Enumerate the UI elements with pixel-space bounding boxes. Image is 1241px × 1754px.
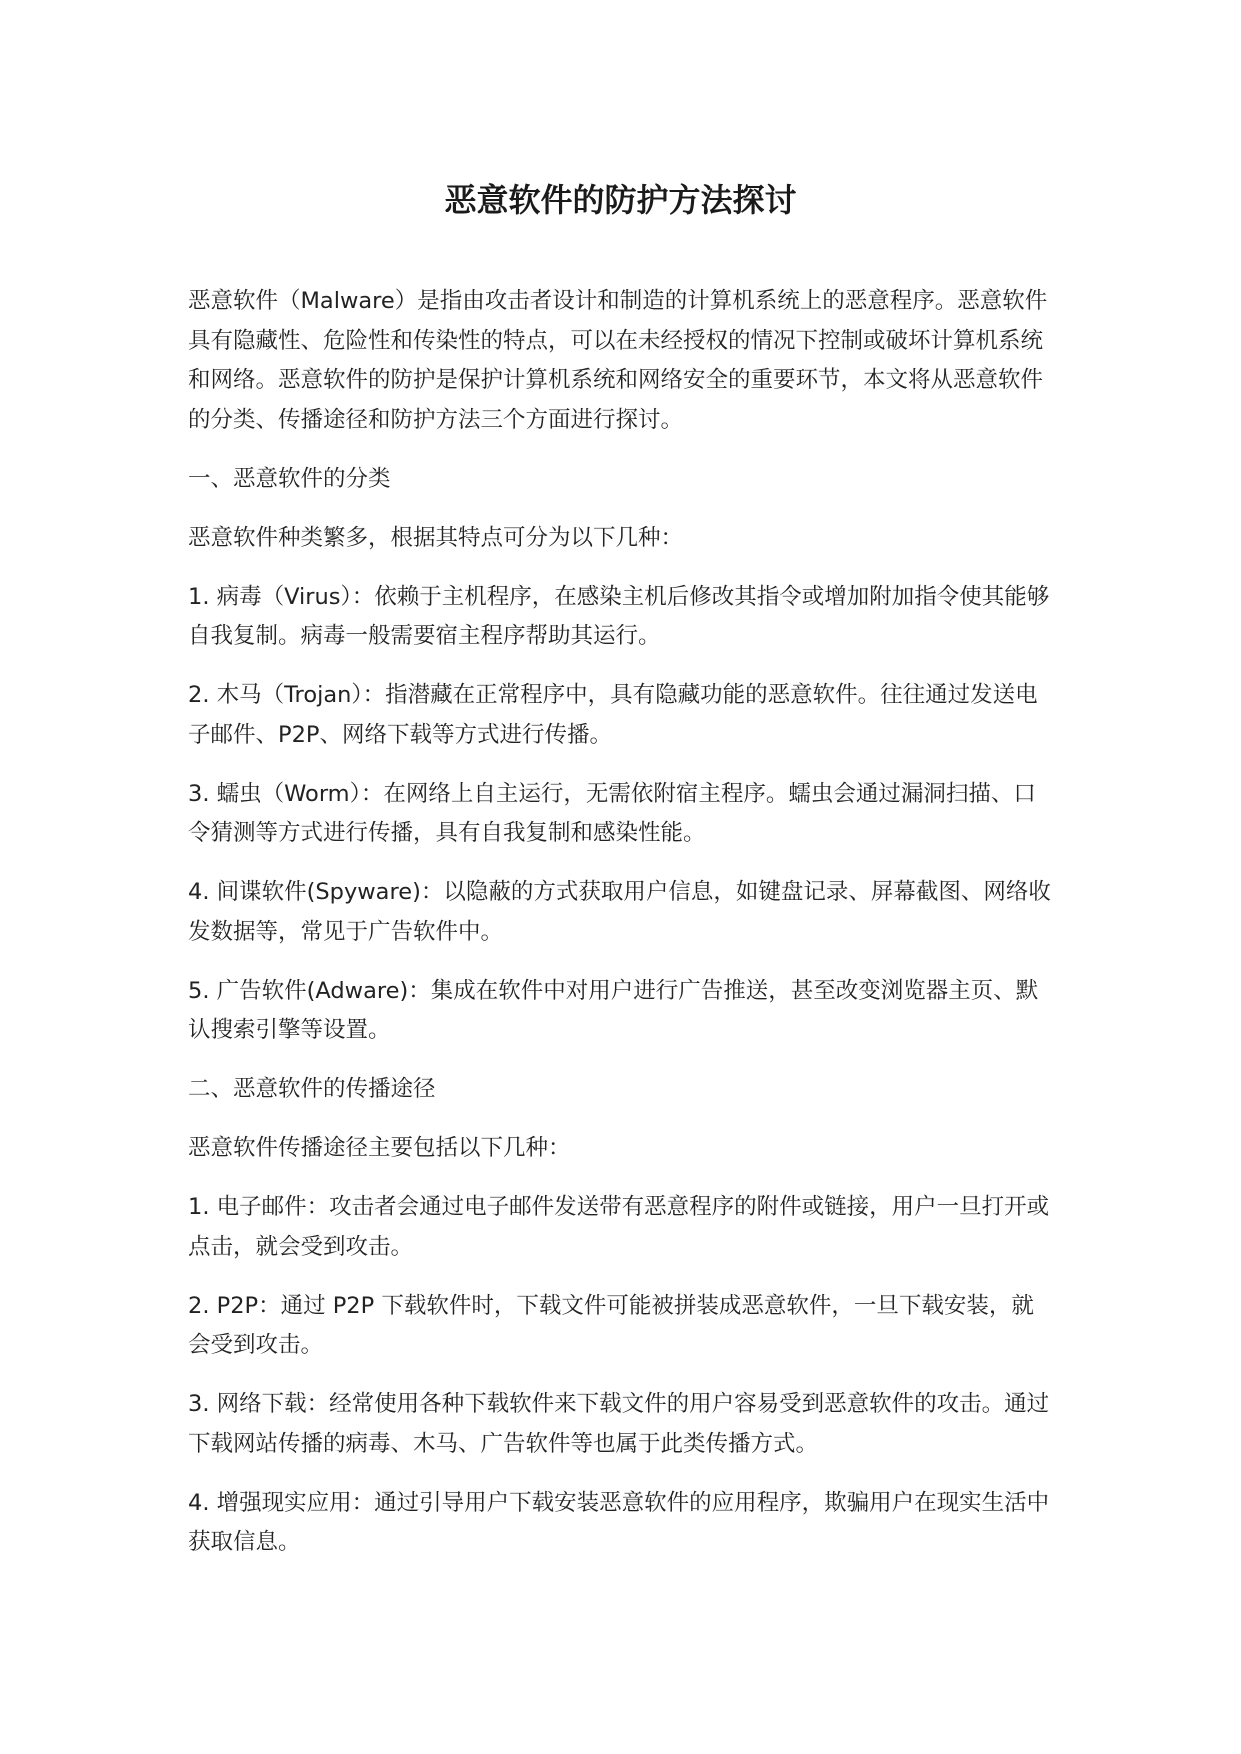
classification-intro: 恶意软件种类繁多，根据其特点可分为以下几种： [188, 524, 684, 551]
document-title: 恶意软件的防护方法探讨 [444, 181, 797, 219]
list-item-adware: 5. 广告软件(Adware)：集成在软件中对用户进行广告推送，甚至改变浏览器主页、默认搜索引擎等设置。 [188, 977, 1039, 1043]
list-item-ar-apps: 4. 增强现实应用：通过引导用户下载安装恶意软件的应用程序，欺骗用户在现实生活中获取信息。 [188, 1489, 1050, 1555]
intro-paragraph: 恶意软件（Malware）是指由攻击者设计和制造的计算机系统上的恶意程序。恶意软件具有隐藏性、危险性和传染性的特点，可以在未经授权的情况下控制或破坏计算机系统和网络。恶意软件的防护是保护计算机系统和网络安全的重要环节，本文将从恶意软件的分类、传播途径和防护方法三个方面进行探讨。 [188, 288, 1048, 433]
propagation-intro: 恶意软件传播途径主要包括以下几种： [188, 1135, 571, 1161]
document-body [188, 282, 1056, 1582]
section-heading-classification: 一、恶意软件的分类 [188, 465, 391, 492]
list-item-spyware: 4. 间谍软件(Spyware)：以隐蔽的方式获取用户信息，如键盘记录、屏幕截图、网络收发数据等，常见于广告软件中。 [188, 879, 1051, 945]
list-item-worm: 3. 蠕虫（Worm）：在网络上自主运行，无需依附宿主程序。蠕虫会通过漏洞扫描、口令猜测等方式进行传播，具有自我复制和感染性能。 [188, 780, 1036, 846]
list-item-email: 1. 电子邮件：攻击者会通过电子邮件发送带有恶意程序的附件或链接，用户一旦打开或点击，就会受到攻击。 [188, 1194, 1050, 1260]
list-item-trojan: 2. 木马（Trojan）：指潜藏在正常程序中，具有隐藏功能的恶意软件。往往通过发送电子邮件、P2P、网络下载等方式进行传播。 [188, 682, 1038, 748]
list-item-p2p: 2. P2P：通过 P2P 下载软件时，下载文件可能被拼装成恶意软件，一旦下载安装，就会受到攻击。 [188, 1292, 1034, 1358]
section-heading-propagation: 二、恶意软件的传播途径 [188, 1076, 436, 1102]
list-item-virus: 1. 病毒（Virus）：依赖于主机程序，在感染主机后修改其指令或增加附加指令使其能够自我复制。病毒一般需要宿主程序帮助其运行。 [188, 583, 1050, 649]
list-item-download: 3. 网络下载：经常使用各种下载软件来下载文件的用户容易受到恶意软件的攻击。通过下载网站传播的病毒、木马、广告软件等也属于此类传播方式。 [188, 1391, 1050, 1457]
